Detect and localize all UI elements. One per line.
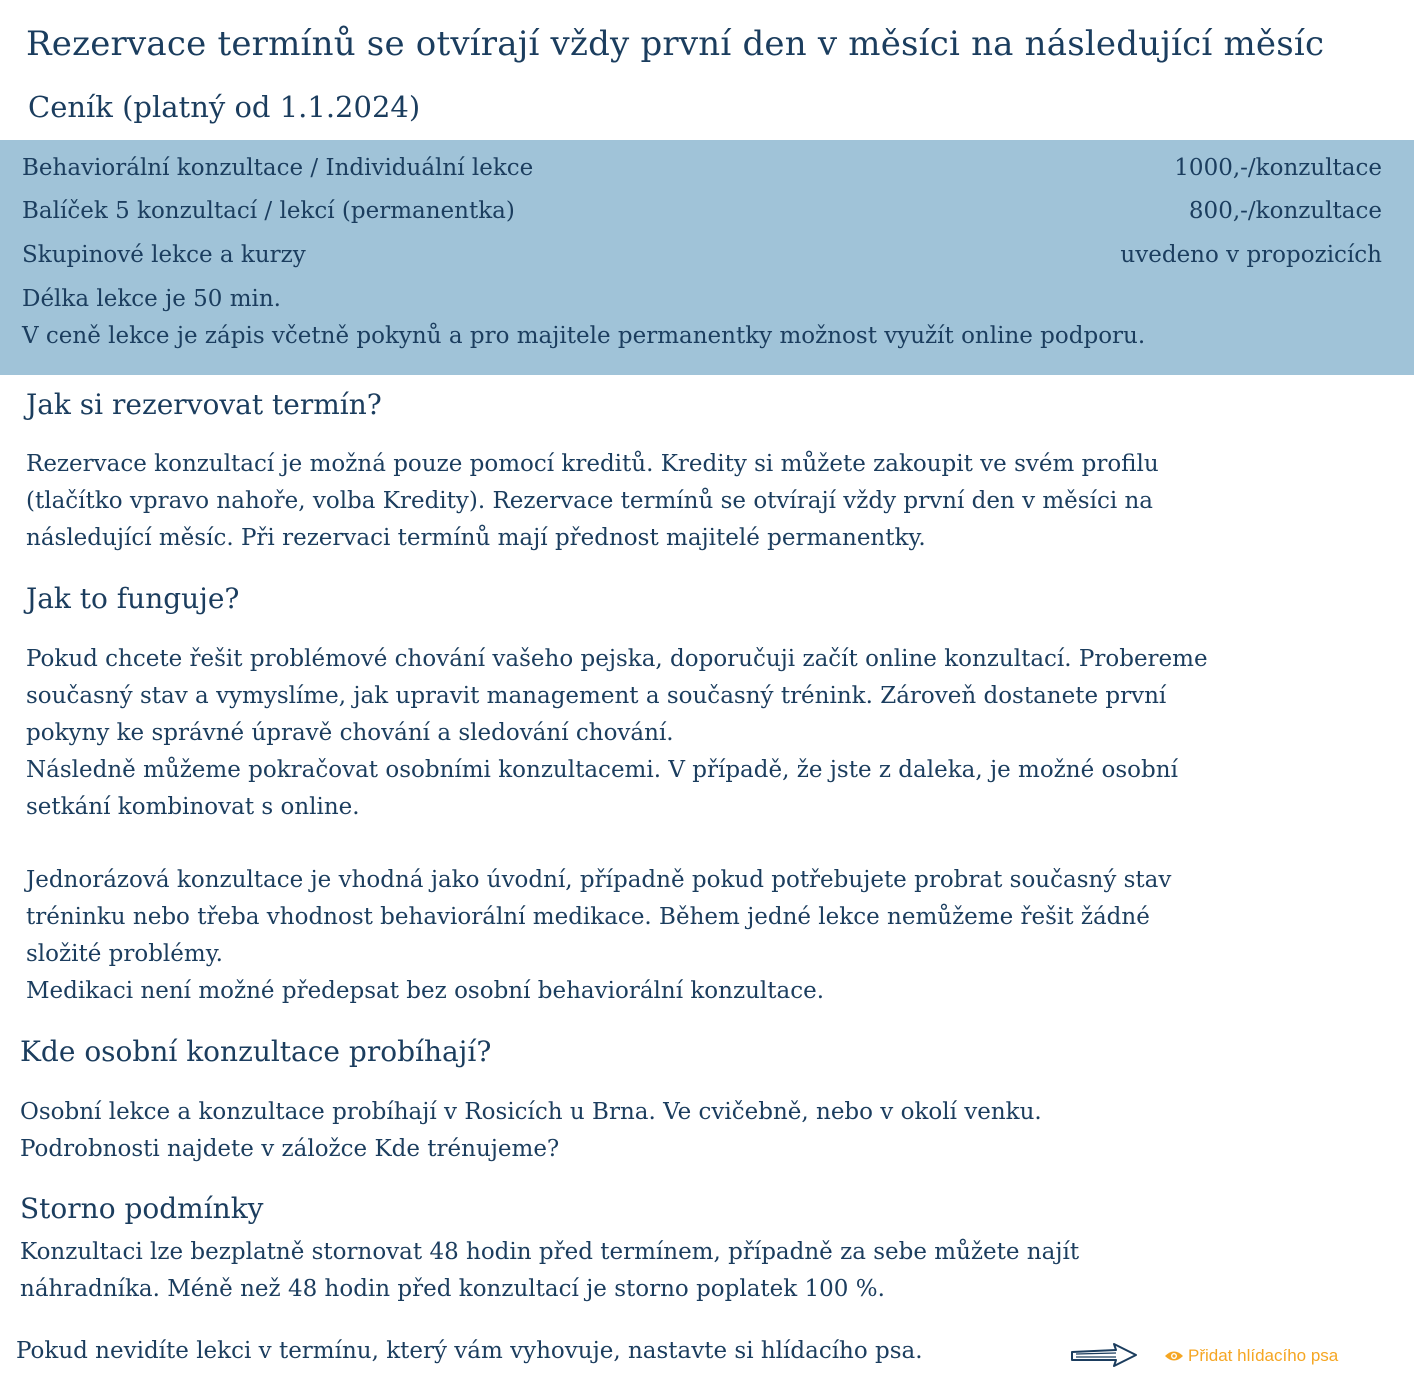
- watchdog-hint: Pokud nevidíte lekci v termínu, který vám vyhovuje, nastavte si hlídacího psa.: [16, 1338, 923, 1364]
- storno-heading: Storno podmínky: [20, 1192, 264, 1225]
- reservation-heading: Jak si rezervovat termín?: [26, 388, 382, 421]
- how-heading: Jak to funguje?: [26, 582, 240, 615]
- add-watchdog-button[interactable]: [1164, 1346, 1338, 1366]
- location-heading: Kde osobní konzultace probíhají?: [20, 1035, 492, 1068]
- arrow-right-icon: [1070, 1340, 1140, 1370]
- price-row-value: 800,-/konzultace: [1188, 198, 1382, 224]
- price-row-label: Balíček 5 konzultací / lekcí (permanentka): [22, 198, 515, 224]
- pricing-title: Ceník (platný od 1.1.2024): [28, 90, 421, 124]
- price-row-label: Skupinové lekce a kurzy: [22, 242, 306, 268]
- location-text: Osobní lekce a konzultace probíhají v Rosicích u Brna. Ve cvičebně, nebo v okolí venku. Podrobnosti najdete v záložce Kde trénujeme?: [20, 1099, 1042, 1162]
- how-text-single-consultation: Jednorázová konzultace je vhodná jako úvodní, případně pokud potřebujete probrat současný stav tréninku nebo třeba vhodnost behaviorální medikace. Během jedné lekce nemůžeme řešit žádné složité problémy. Medikaci není možné předepsat bez osobní behaviorální konzultace.: [26, 867, 1172, 1004]
- how-text: Pokud chcete řešit problémové chování vašeho pejska, doporučuji začít online konzultací. Probereme současný stav a vymyslíme, jak upravit management a současný trénink. Zároveň dostanete první pokyny ke správné úpravě chování a sledování chování. Následně můžeme pokračovat osobními konzultacemi. V případě, že jste z daleka, je možné osobní setkání kombinovat s online.: [26, 646, 1208, 820]
- price-row-label: Behaviorální konzultace / Individuální lekce: [22, 155, 534, 181]
- storno-text: Konzultaci lze bezplatně stornovat 48 hodin před termínem, případně za sebe můžete najít náhradníka. Méně než 48 hodin před konzultací je storno poplatek 100 %.: [20, 1239, 1080, 1302]
- lesson-duration: Délka lekce je 50 min.: [22, 286, 281, 312]
- announcement-heading: Rezervace termínů se otvírají vždy první den v měsíci na následující měsíc: [26, 24, 1325, 64]
- price-row-value: uvedeno v propozicích: [1120, 242, 1382, 268]
- add-watchdog-label: Přidat hlídacího psa: [1188, 1346, 1339, 1365]
- eye-icon: [1164, 1349, 1184, 1363]
- price-row-value: 1000,-/konzultace: [1174, 155, 1382, 181]
- reservation-text: Rezervace konzultací je možná pouze pomocí kreditů. Kredity si můžete zakoupit ve svém profilu (tlačítko vpravo nahoře, volba Kredity). Rezervace termínů se otvírají vždy první den v měsíci na následující měsíc. Při rezervaci termínů mají přednost majitelé permanentky.: [26, 451, 1159, 551]
- price-includes-note: V ceně lekce je zápis včetně pokynů a pro majitele permanentky možnost využít online podporu.: [22, 323, 1146, 349]
